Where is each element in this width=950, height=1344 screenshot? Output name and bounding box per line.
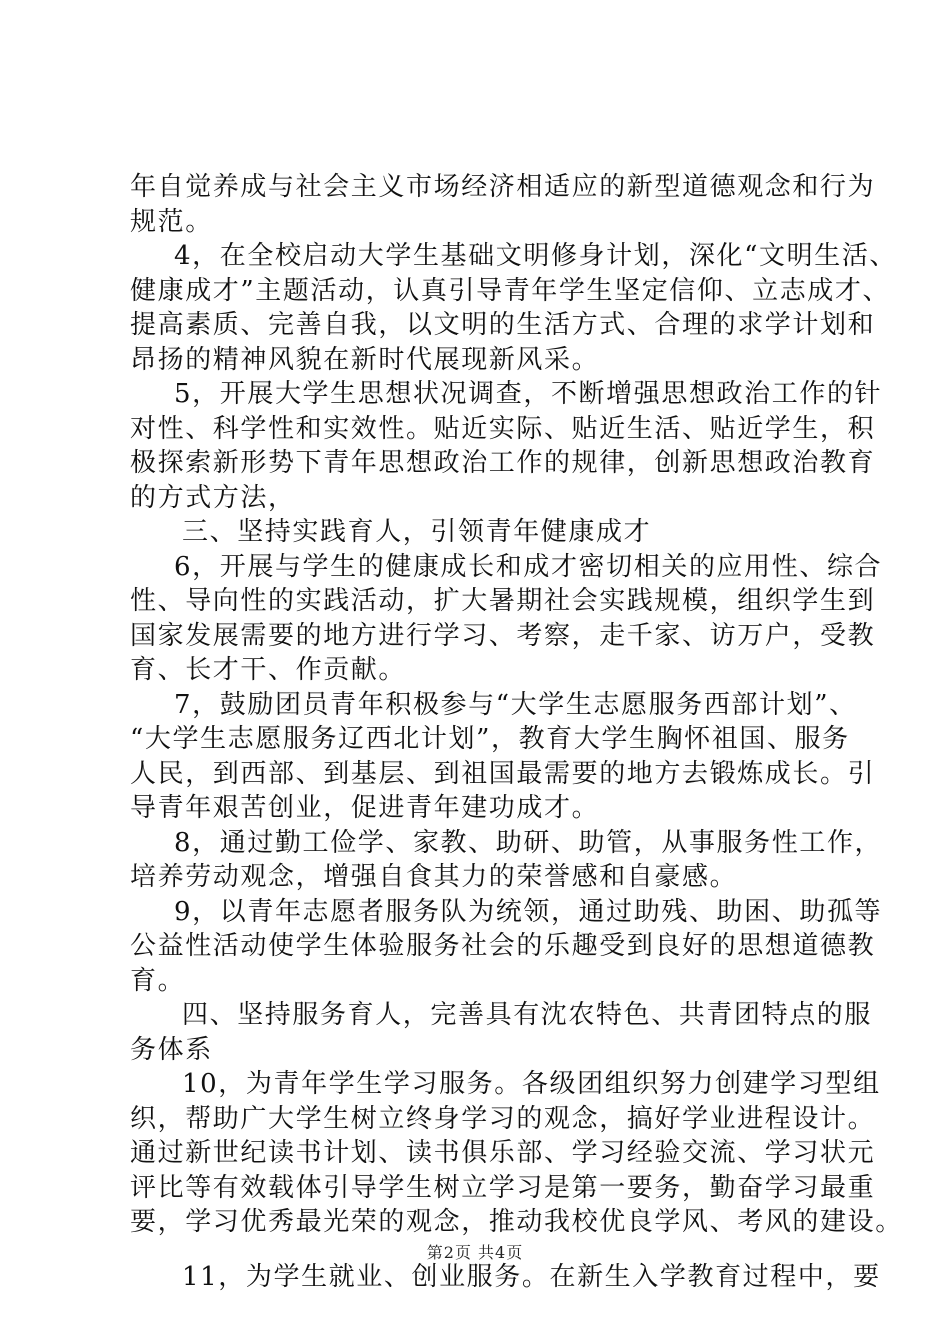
text-line: 提高素质、完善自我，以文明的生活方式、合理的求学计划和 (130, 310, 876, 340)
section-heading-4: 四、坚持服务育人，完善具有沈农特色、共青团特点的服 (182, 1000, 873, 1030)
text-line: 极探索新形势下青年思想政治工作的规律，创新思想政治教育 (130, 448, 876, 478)
text-line: 评比等有效载体引导学生树立学习是第一要务，勤奋学习最重 (130, 1172, 876, 1203)
paragraph-5-start: 5，开展大学生思想状况调查，不断增强思想政治工作的针 (174, 379, 883, 409)
text-line: 昂扬的精神风貌在新时代展现新风采。 (130, 344, 600, 375)
text-line: 织，帮助广大学生树立终身学习的观念，搞好学业进程设计。 (130, 1103, 876, 1134)
text-line: 国家发展需要的地方进行学习、考察，走千家、访万户，受教 (130, 620, 876, 651)
paragraph-4-start: 4，在全校启动大学生基础文明修身计划，深化“文明生活、 (174, 241, 898, 271)
paragraph-7-start: 7，鼓励团员青年积极参与“大学生志愿服务西部计划”、 (174, 689, 857, 720)
text-line: 对性、科学性和实效性。贴近实际、贴近生活、贴近学生，积 (130, 413, 876, 444)
paragraph-11-start: 11，为学生就业、创业服务。在新生入学教育过程中，要 (182, 1261, 881, 1292)
text-line: 公益性活动使学生体验服务社会的乐趣受到良好的思想道德教 (130, 931, 876, 961)
paragraph-6-start: 6，开展与学生的健康成长和成才密切相关的应用性、综合 (174, 551, 883, 582)
text-line: 要，学习优秀最光荣的观念，推动我校优良学风、考风的建设。 (130, 1207, 903, 1237)
paragraph-8-start: 8，通过勤工俭学、家教、助研、助管，从事服务性工作， (174, 827, 883, 858)
text-line: 规范。 (130, 206, 213, 237)
text-line: “大学生志愿服务辽西北计划”，教育大学生胸怀祖国、服务 (130, 724, 850, 754)
page-number-footer: 第2页 共4页 (426, 1243, 524, 1262)
text-line: 育。 (130, 965, 186, 996)
text-line: 性、导向性的实践活动，扩大暑期社会实践规模，组织学生到 (130, 586, 876, 616)
text-line: 培养劳动观念，增强自食其力的荣誉感和自豪感。 (130, 862, 738, 892)
text-line: 人民，到西部、到基层、到祖国最需要的地方去锻炼成长。引 (130, 758, 876, 789)
text-line: 育、长才干、作贡献。 (130, 655, 407, 685)
text-line: 导青年艰苦创业，促进青年建功成才。 (130, 793, 600, 823)
document-body (130, 170, 903, 1294)
text-line: 的方式方法， (130, 482, 296, 513)
text-line: 健康成才”主题活动，认真引导青年学生坚定信仰、立志成才、 (130, 275, 891, 306)
text-line: 年自觉养成与社会主义市场经济相适应的新型道德观念和行为 (130, 172, 876, 202)
text-line: 务体系 (130, 1034, 213, 1065)
section-heading-3: 三、坚持实践育人，引领青年健康成才 (182, 517, 652, 547)
paragraph-9-start: 9，以青年志愿者服务队为统领，通过助残、助困、助孤等 (174, 896, 883, 927)
text-line: 通过新世纪读书计划、读书俱乐部、学习经验交流、学习状元 (130, 1138, 876, 1168)
paragraph-10-start: 10，为青年学生学习服务。各级团组织努力创建学习型组 (182, 1069, 881, 1099)
